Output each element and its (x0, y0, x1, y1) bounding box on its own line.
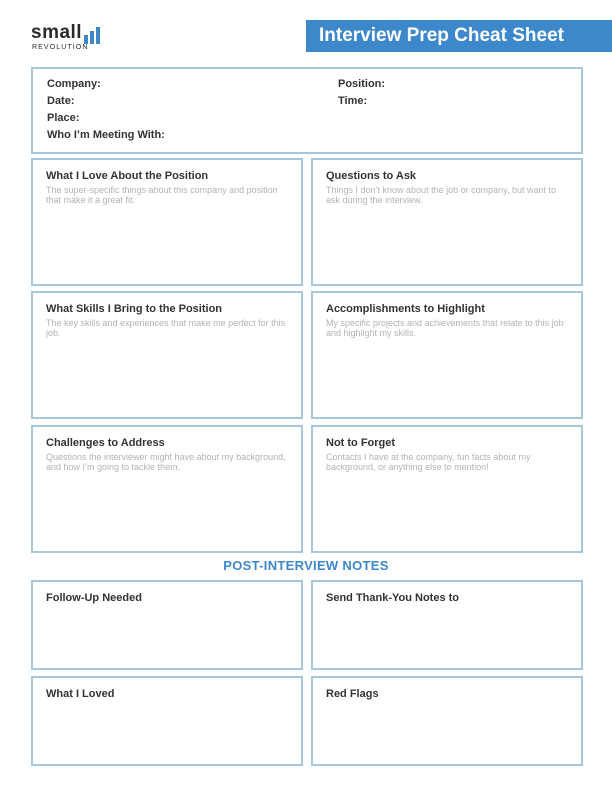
section-title: What I Love About the Position (46, 170, 209, 182)
page-title: Interview Prep Cheat Sheet (306, 20, 612, 52)
place-label: Place: (47, 112, 80, 124)
interview-info-box[interactable] (31, 67, 583, 154)
logo-word: small (31, 22, 83, 43)
meeting-label: Who I’m Meeting With: (47, 129, 165, 141)
section-description: My specific projects and achievements that relate to this job and highlight my skills. (326, 318, 564, 338)
section-challenges[interactable] (31, 425, 303, 553)
section-red-flags[interactable] (311, 676, 583, 766)
logo-bars-icon (84, 27, 104, 44)
section-title: Accomplishments to Highlight (326, 303, 485, 315)
logo-subtitle: REVOLUTION (32, 44, 89, 51)
section-skills[interactable] (31, 291, 303, 419)
section-title: Follow-Up Needed (46, 592, 142, 604)
section-description: The key skills and experiences that make me perfect for this job. (46, 318, 286, 338)
date-label: Date: (47, 95, 75, 107)
section-questions-to-ask[interactable] (311, 158, 583, 286)
section-title: Not to Forget (326, 437, 396, 449)
section-love-position[interactable] (31, 158, 303, 286)
section-description: Contacts I have at the company, fun facts about my background, or anything else to mention! (326, 452, 531, 472)
section-thank-you-notes[interactable] (311, 580, 583, 670)
company-label: Company: (47, 78, 101, 90)
section-title: What I Loved (46, 688, 115, 700)
section-not-to-forget[interactable] (311, 425, 583, 553)
section-description: The super-specific things about this company and position that make it a great fit. (46, 185, 278, 205)
logo (31, 23, 111, 55)
time-label: Time: (338, 95, 368, 107)
section-description: Things I don’t know about the job or company, but want to ask during the interview. (326, 185, 556, 205)
section-title: Send Thank-You Notes to (326, 592, 460, 604)
section-title: Challenges to Address (46, 437, 165, 449)
section-title: Questions to Ask (326, 170, 417, 182)
post-interview-heading: POST-INTERVIEW NOTES (223, 558, 389, 573)
section-accomplishments[interactable] (311, 291, 583, 419)
section-what-i-loved[interactable] (31, 676, 303, 766)
section-title: Red Flags (326, 688, 379, 700)
section-title: What Skills I Bring to the Position (46, 303, 223, 315)
position-label: Position: (338, 78, 386, 90)
section-description: Questions the interviewer might have about my background, and how I’m going to tackle them. (46, 452, 286, 472)
section-follow-up[interactable] (31, 580, 303, 670)
